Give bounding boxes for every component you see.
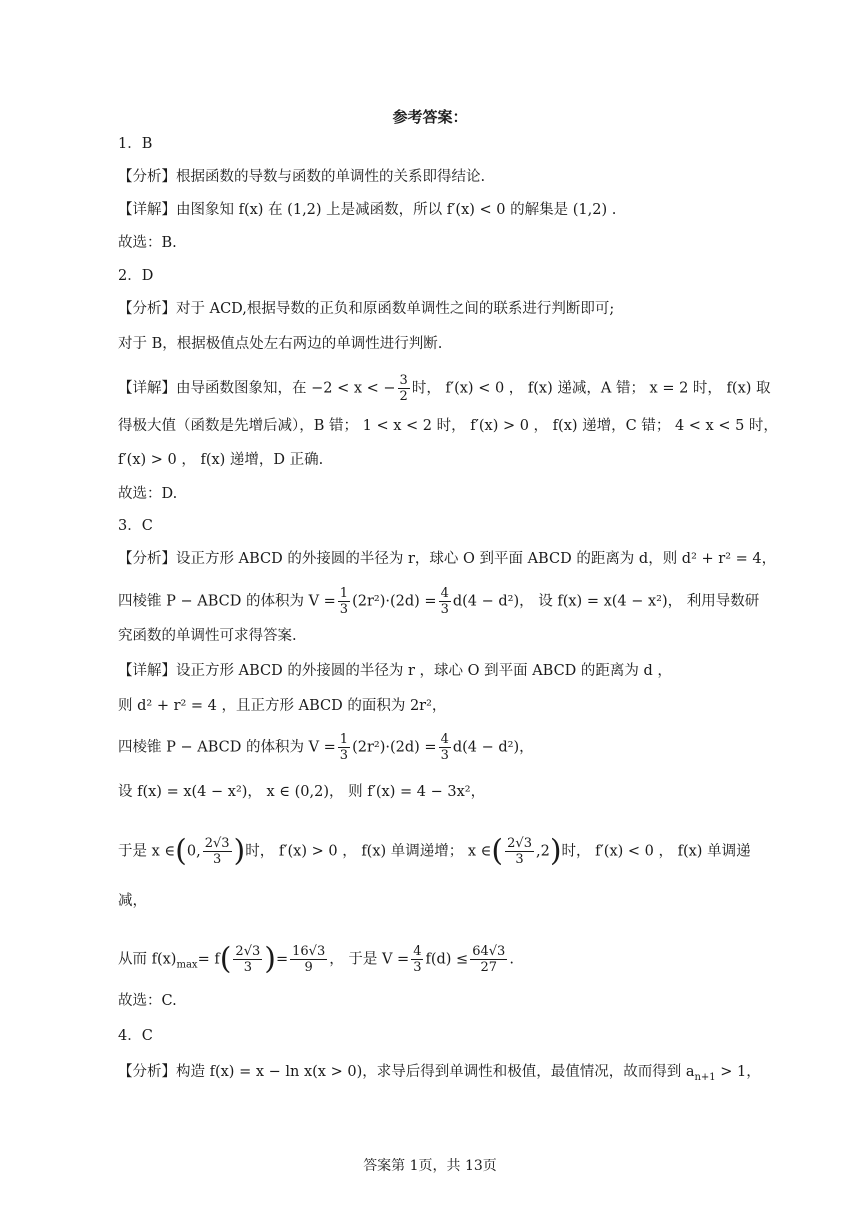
q3-detail-line3-part-a: 四棱锥 P − ABCD 的体积为 V = xyxy=(118,739,336,756)
q3-detail-line5-part-b: 0, xyxy=(186,843,201,860)
fraction-4-3: $\frac{4}{3}$ xyxy=(440,732,449,763)
fraction-2sqrt3-3: $\frac{2√3}{3}$ xyxy=(235,944,261,975)
q3-detail-line3-part-c: d(4 − d²)， xyxy=(452,739,534,756)
q2-detail-line1 xyxy=(118,373,771,404)
fraction-2sqrt3-3: $\frac{2√3}{3}$ xyxy=(507,836,532,867)
q3-detail-line7-part-f: . xyxy=(509,951,514,968)
q3-analysis-line2-part-c: d(4 − d²)， 设 f(x) = x(4 − x²)， 利用导数研 xyxy=(452,593,760,610)
q3-detail-line1: 【详解】设正方形 ABCD 的外接圆的半径为 r ，球心 O 到平面 ABCD 的距离为 d ， xyxy=(118,663,672,679)
q4-analysis-end: > 1， xyxy=(715,1064,761,1080)
page-title: 参考答案： xyxy=(392,108,468,126)
q2-detail-line1-part-a: 【详解】由导函数图象知，在 −2 < x < − xyxy=(118,380,396,397)
fraction-4-3: $\frac{4}{3}$ xyxy=(440,586,449,617)
q2-number: 2．D xyxy=(118,268,154,284)
q3-detail-line5 xyxy=(118,833,751,869)
q3-detail-line7-part-b: = f xyxy=(197,951,220,968)
q2-analysis-line2: 对于 B，根据极值点处左右两边的单调性进行判断. xyxy=(118,336,443,352)
q3-analysis-line2-part-b: (2r²)·(2d) = xyxy=(352,593,437,610)
q3-answer: 故选：C. xyxy=(118,993,177,1009)
q1-number: 1．B xyxy=(118,136,153,152)
fraction-1-3: $\frac{1}{3}$ xyxy=(339,732,349,763)
q3-analysis-line2-part-a: 四棱锥 P − ABCD 的体积为 V = xyxy=(118,593,336,610)
right-paren: ) xyxy=(233,833,246,869)
fraction-16sqrt3-9: $\frac{16√3}{9}$ xyxy=(292,944,326,975)
q4-analysis-text: 【分析】构造 f(x) = x − ln x(x > 0)，求导后得到单调性和极值，最值情况，故而得到 a xyxy=(118,1064,695,1080)
fraction-2sqrt3-3: $\frac{2√3}{3}$ xyxy=(204,836,230,867)
left-paren: ( xyxy=(491,833,504,869)
q3-detail-line7-part-d: ， 于是 V = xyxy=(329,951,410,968)
fraction-3-2: $\frac{3}{2}$ xyxy=(399,373,408,404)
q1-detail: 【详解】由图象知 f(x) 在 (1,2) 上是减函数，所以 f′(x) < 0 的解集是 (1,2) . xyxy=(118,202,617,218)
q3-detail-line7-part-a: 从而 f(x) xyxy=(118,951,177,968)
q2-analysis-line1: 【分析】对于 ACD,根据导数的正负和原函数单调性之间的联系进行判断即可; xyxy=(118,301,615,317)
q2-detail-line3: f′(x) > 0 ， f(x) 递增，D 正确. xyxy=(118,452,324,468)
right-paren: ) xyxy=(264,941,276,977)
q3-detail-line2: 则 d² + r² = 4 ，且正方形 ABCD 的面积为 2r²， xyxy=(118,698,447,714)
q2-answer: 故选：D. xyxy=(118,486,178,502)
q3-detail-line3 xyxy=(118,732,534,763)
left-paren: ( xyxy=(175,833,187,869)
q1-analysis: 【分析】根据函数的导数与函数的单调性的关系即得结论. xyxy=(118,169,486,185)
q3-detail-line5-part-c: 时， f′(x) > 0 ， f(x) 单调递增； x ∈ xyxy=(245,843,492,860)
q3-analysis-line3: 究函数的单调性可求得答案. xyxy=(118,628,297,644)
page-footer: 答案第 1页，共 13页 xyxy=(363,1158,497,1174)
q4-number: 4．C xyxy=(118,1028,153,1044)
fraction-64sqrt3-27: $\frac{64√3}{27}$ xyxy=(472,944,506,975)
n-plus-1-subscript: n+1 xyxy=(694,1071,716,1083)
q3-analysis-line2 xyxy=(118,586,759,617)
q1-answer: 故选：B. xyxy=(118,235,177,251)
q3-detail-line6: 减， xyxy=(118,893,147,909)
right-paren: ) xyxy=(549,833,562,869)
q3-detail-line5-part-d: ,2 xyxy=(535,843,550,860)
q2-detail-line2: 得极大值（函数是先增后减），B 错； 1 < x < 2 时， f′(x) > 0 ， f(x) 递增，C 错； 4 < x < 5 时， xyxy=(118,418,778,434)
max-subscript: max xyxy=(176,959,198,971)
fraction-1-3: $\frac{1}{3}$ xyxy=(339,586,349,617)
left-paren: ( xyxy=(219,941,232,977)
q2-detail-line1-part-b: 时， f′(x) < 0 ， f(x) 递减，A 错； x = 2 时， f(x) 取 xyxy=(411,380,771,397)
fraction-4-3: $\frac{4}{3}$ xyxy=(413,944,422,975)
q3-detail-line7 xyxy=(118,941,514,977)
q3-detail-line3-part-b: (2r²)·(2d) = xyxy=(352,739,437,756)
q4-analysis xyxy=(118,1062,761,1088)
q3-detail-line4: 设 f(x) = x(4 − x²)， x ∈ (0,2)， 则 f′(x) = 4 − 3x²， xyxy=(118,784,486,800)
q3-analysis-line1: 【分析】设正方形 ABCD 的外接圆的半径为 r，球心 O 到平面 ABCD 的距离为 d，则 d² + r² = 4， xyxy=(118,551,777,567)
q3-number: 3．C xyxy=(118,518,153,534)
q3-detail-line7-part-c: = xyxy=(275,951,289,968)
q3-detail-line7-part-e: f(d) ≤ xyxy=(425,951,469,968)
q3-detail-line5-part-a: 于是 x ∈ xyxy=(118,843,176,860)
q3-detail-line5-part-e: 时， f′(x) < 0 ， f(x) 单调递 xyxy=(561,843,751,860)
